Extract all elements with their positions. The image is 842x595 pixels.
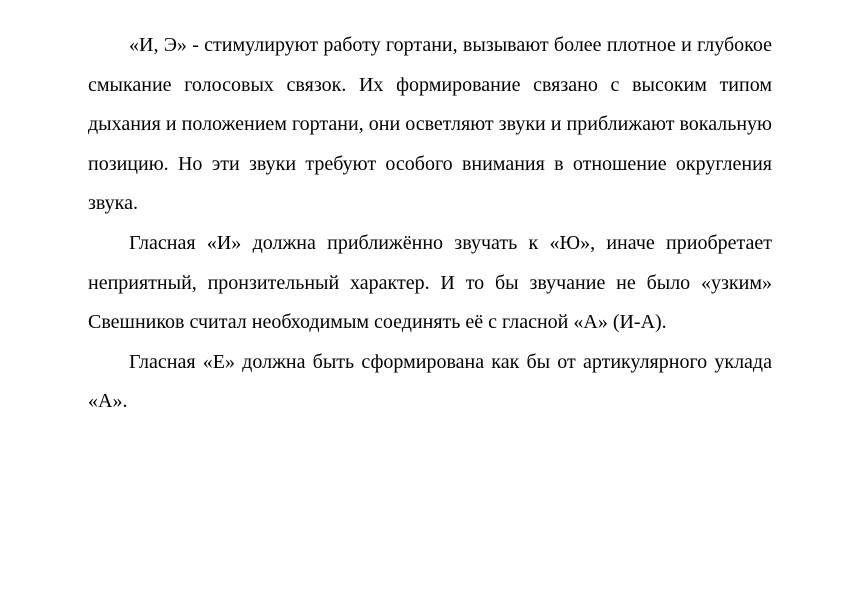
paragraph-vowel-e: Гласная «Е» должна быть сформирована как бы от артикулярного уклада «А». — [88, 350, 772, 413]
paragraph-vowels-i-e: «И, Э» - стимулируют работу гортани, вызывают более плотное и глубокое смыкание голосовых связок. Их формирование связано с высоким типом дыхания и положением гортани, они осветляют звуки и приближают вокальную позицию. Но эти звуки требуют особого внимания в отношение округления звука. — [88, 34, 772, 215]
document-body — [88, 26, 772, 422]
paragraph-vowel-i: Гласная «И» должна приближённо звучать к «Ю», иначе приобретает неприятный, пронзительный характер. И то бы звучание не было «узким» Свешников считал необходимым соединять её с гласной «А» (И-А). — [88, 231, 772, 334]
